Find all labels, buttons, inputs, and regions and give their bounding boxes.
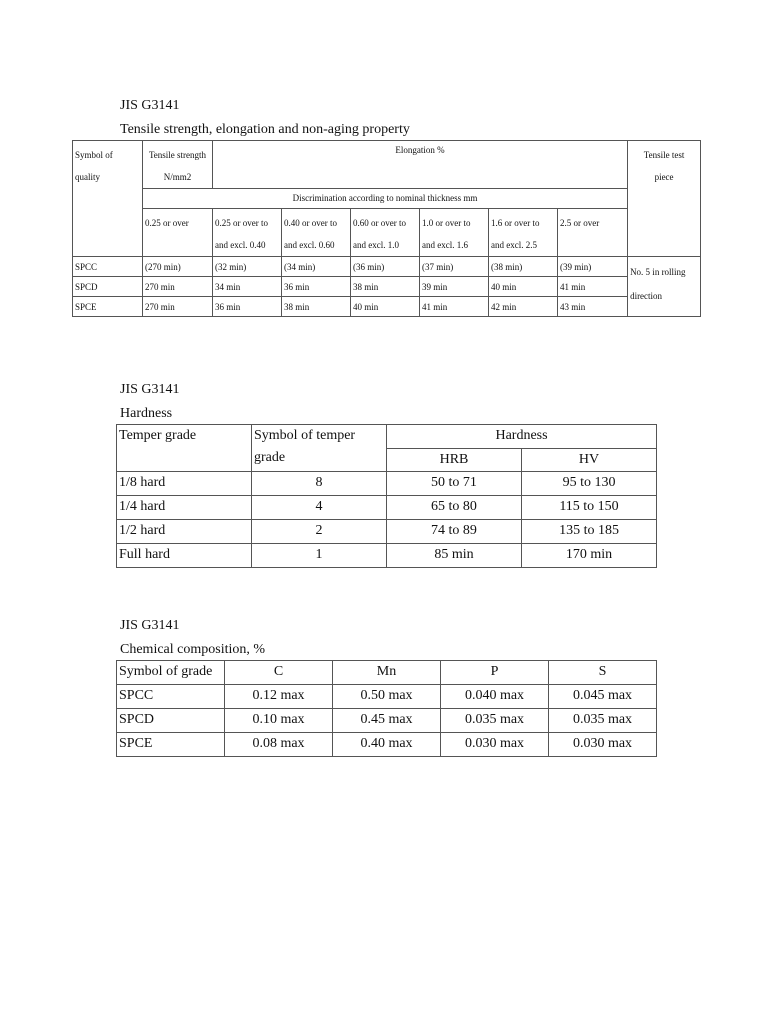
table-cell: 41 min bbox=[558, 277, 628, 297]
c-value: 0.08 max bbox=[225, 733, 333, 757]
temper-symbol: 8 bbox=[252, 472, 387, 496]
table-row bbox=[117, 685, 657, 709]
hrb-value: 74 to 89 bbox=[387, 520, 522, 544]
table-row bbox=[73, 277, 701, 297]
temper-grade: 1/2 hard bbox=[117, 520, 252, 544]
temper-grade: Full hard bbox=[117, 544, 252, 568]
tensile-test-piece-header: Tensile test piece bbox=[628, 141, 701, 257]
table-cell: 36 min bbox=[213, 297, 282, 317]
temper-symbol: 1 bbox=[252, 544, 387, 568]
c-value: 0.10 max bbox=[225, 709, 333, 733]
chemical-title: Chemical composition, % bbox=[120, 642, 266, 657]
grade-symbol: SPCD bbox=[117, 709, 225, 733]
table-cell: 38 min bbox=[351, 277, 420, 297]
table-row bbox=[117, 733, 657, 757]
hardness-title: Hardness bbox=[120, 406, 173, 421]
table-cell: 40 min bbox=[351, 297, 420, 317]
table-cell: 42 min bbox=[489, 297, 558, 317]
table-cell: (270 min) bbox=[143, 257, 213, 277]
temper-symbol: 4 bbox=[252, 496, 387, 520]
hardness-standard: JIS G3141 bbox=[120, 382, 180, 397]
thickness-header: 0.60 or over to and excl. 1.0 bbox=[351, 209, 420, 257]
thickness-header: 1.0 or over to and excl. 1.6 bbox=[420, 209, 489, 257]
carbon-header: C bbox=[225, 661, 333, 685]
tensile-table bbox=[72, 140, 701, 317]
table-cell: (37 min) bbox=[420, 257, 489, 277]
table-cell: 38 min bbox=[282, 297, 351, 317]
manganese-header: Mn bbox=[333, 661, 441, 685]
symbol-of-temper-header: Symbol of temper grade bbox=[252, 425, 387, 472]
header-row bbox=[117, 661, 657, 685]
symbol-of-quality-header: Symbol of quality bbox=[73, 141, 143, 257]
hv-value: 95 to 130 bbox=[522, 472, 657, 496]
table-cell: 270 min bbox=[143, 277, 213, 297]
table-row bbox=[117, 709, 657, 733]
elongation-header: Elongation % bbox=[213, 141, 628, 189]
temper-grade: 1/8 hard bbox=[117, 472, 252, 496]
tensile-standard: JIS G3141 bbox=[120, 98, 180, 113]
table-row bbox=[117, 544, 657, 568]
hv-value: 115 to 150 bbox=[522, 496, 657, 520]
c-value: 0.12 max bbox=[225, 685, 333, 709]
hrb-value: 85 min bbox=[387, 544, 522, 568]
quality-symbol: SPCD bbox=[73, 277, 143, 297]
hardness-table bbox=[116, 424, 657, 568]
phosphorus-header: P bbox=[441, 661, 549, 685]
p-value: 0.035 max bbox=[441, 709, 549, 733]
table-cell: 41 min bbox=[420, 297, 489, 317]
discrimination-header: Discrimination according to nominal thickness mm bbox=[143, 189, 628, 209]
table-row bbox=[117, 472, 657, 496]
s-value: 0.035 max bbox=[549, 709, 657, 733]
grade-symbol: SPCE bbox=[117, 733, 225, 757]
chemical-table bbox=[116, 660, 657, 757]
tensile-strength-header: Tensile strength N/mm2 bbox=[143, 141, 213, 189]
hv-header: HV bbox=[522, 449, 657, 472]
s-value: 0.030 max bbox=[549, 733, 657, 757]
s-value: 0.045 max bbox=[549, 685, 657, 709]
thickness-header-row bbox=[73, 209, 701, 257]
table-cell: 270 min bbox=[143, 297, 213, 317]
table-row bbox=[117, 520, 657, 544]
thickness-header: 2.5 or over bbox=[558, 209, 628, 257]
table-cell: (38 min) bbox=[489, 257, 558, 277]
test-piece-value: No. 5 in rolling direction bbox=[628, 257, 701, 317]
hv-value: 170 min bbox=[522, 544, 657, 568]
table-cell: 39 min bbox=[420, 277, 489, 297]
table-cell: (36 min) bbox=[351, 257, 420, 277]
table-cell: 40 min bbox=[489, 277, 558, 297]
table-cell: (39 min) bbox=[558, 257, 628, 277]
tensile-title: Tensile strength, elongation and non-aging property bbox=[120, 122, 410, 137]
p-value: 0.030 max bbox=[441, 733, 549, 757]
thickness-header: 0.40 or over to and excl. 0.60 bbox=[282, 209, 351, 257]
temper-grade: 1/4 hard bbox=[117, 496, 252, 520]
mn-value: 0.50 max bbox=[333, 685, 441, 709]
table-cell: 34 min bbox=[213, 277, 282, 297]
thickness-header: 0.25 or over bbox=[143, 209, 213, 257]
table-cell: 36 min bbox=[282, 277, 351, 297]
table-row bbox=[73, 257, 701, 277]
hardness-section-heading bbox=[120, 378, 180, 426]
table-cell: (34 min) bbox=[282, 257, 351, 277]
sulfur-header: S bbox=[549, 661, 657, 685]
hardness-header: Hardness bbox=[387, 425, 657, 449]
tensile-section-heading bbox=[120, 94, 410, 142]
symbol-of-grade-header: Symbol of grade bbox=[117, 661, 225, 685]
quality-symbol: SPCC bbox=[73, 257, 143, 277]
temper-symbol: 2 bbox=[252, 520, 387, 544]
table-cell: 43 min bbox=[558, 297, 628, 317]
temper-grade-header: Temper grade bbox=[117, 425, 252, 472]
table-row bbox=[73, 297, 701, 317]
chemical-section-heading bbox=[120, 614, 265, 662]
thickness-header: 0.25 or over to and excl. 0.40 bbox=[213, 209, 282, 257]
quality-symbol: SPCE bbox=[73, 297, 143, 317]
grade-symbol: SPCC bbox=[117, 685, 225, 709]
mn-value: 0.40 max bbox=[333, 733, 441, 757]
hrb-header: HRB bbox=[387, 449, 522, 472]
hv-value: 135 to 185 bbox=[522, 520, 657, 544]
table-row bbox=[117, 496, 657, 520]
table-cell: (32 min) bbox=[213, 257, 282, 277]
thickness-header: 1.6 or over to and excl. 2.5 bbox=[489, 209, 558, 257]
chemical-standard: JIS G3141 bbox=[120, 618, 180, 633]
hrb-value: 65 to 80 bbox=[387, 496, 522, 520]
hrb-value: 50 to 71 bbox=[387, 472, 522, 496]
mn-value: 0.45 max bbox=[333, 709, 441, 733]
p-value: 0.040 max bbox=[441, 685, 549, 709]
